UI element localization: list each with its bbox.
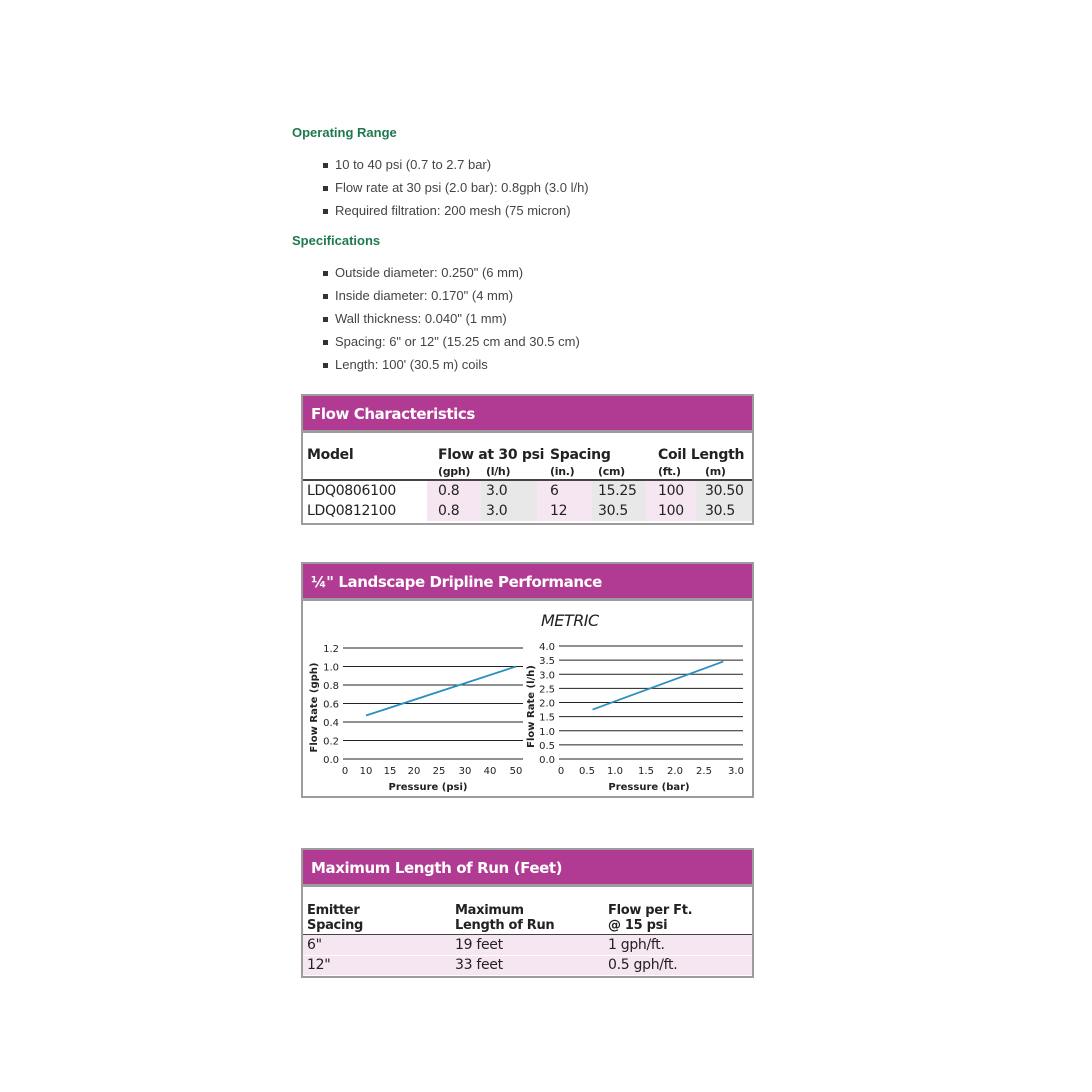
chart-lh-bar: [526, 642, 744, 793]
operating-range-list: [320, 153, 589, 222]
table-cell: 3.0: [486, 503, 508, 519]
header-spacing: Spacing: [550, 447, 611, 463]
specifications-heading: Specifications: [292, 233, 381, 248]
y-tick-label: 2.0: [539, 698, 555, 710]
x-tick-label: 0: [557, 766, 565, 777]
x-tick-label: 2.5: [696, 766, 712, 777]
table-cell: 1 gph/ft.: [608, 937, 665, 953]
specifications-list: [320, 261, 580, 376]
x-tick-label: 40: [483, 766, 497, 777]
y-tick-label: 0.5: [539, 740, 555, 752]
table-cell: 0.5 gph/ft.: [608, 957, 678, 973]
header-flow-per-ft: Flow per Ft. @ 15 psi: [608, 903, 693, 933]
table-cell: LDQ0806100: [307, 483, 396, 499]
y-tick-label: 0.8: [323, 681, 339, 692]
series-line: [366, 667, 516, 716]
table-cell: 30.5: [598, 503, 628, 519]
y-axis-label: Flow Rate (l/h): [526, 665, 537, 748]
table-cell: 0.8: [438, 503, 460, 519]
x-tick-label: 15: [383, 766, 397, 777]
y-tick-label: 3.5: [539, 656, 555, 668]
table-cell: 30.50: [705, 483, 744, 499]
header-emitter-spacing: Emitter Spacing: [307, 903, 364, 933]
x-tick-label: 10: [359, 766, 373, 777]
header-flow: Flow at 30 psi: [438, 447, 545, 463]
list-item: Flow rate at 30 psi (2.0 bar): 0.8gph (3.0 l/h): [320, 176, 589, 199]
performance-title: ¼" Landscape Dripline Performance: [303, 564, 752, 601]
x-axis-label: Pressure (psi): [388, 782, 468, 793]
table-cell: 6: [550, 483, 559, 499]
table-cell: 12: [550, 503, 568, 519]
table-cell: 6": [307, 937, 322, 953]
performance-charts: [303, 601, 752, 798]
y-tick-label: 1.0: [323, 662, 339, 674]
y-tick-label: 0.0: [539, 755, 555, 766]
x-tick-label: 0.5: [579, 766, 595, 777]
table-cell: 30.5: [705, 503, 735, 519]
y-tick-label: 1.0: [539, 726, 555, 738]
metric-label: METRIC: [541, 611, 599, 630]
table-cell: 12": [307, 957, 331, 973]
x-tick-label: 0: [341, 766, 349, 777]
unit-in: (in.): [550, 465, 575, 478]
x-tick-label: 1.5: [638, 766, 654, 777]
x-tick-label: 50: [509, 766, 523, 777]
list-item: 10 to 40 psi (0.7 to 2.7 bar): [320, 153, 589, 176]
list-item: Required filtration: 200 mesh (75 micron): [320, 199, 589, 222]
y-tick-label: 0.6: [323, 699, 339, 711]
header-model: Model: [307, 447, 354, 463]
table-cell: 33 feet: [455, 957, 503, 973]
flow-characteristics-panel: [301, 394, 754, 525]
header-max-length: Maximum Length of Run: [455, 903, 555, 933]
x-tick-label: 30: [458, 766, 472, 777]
y-tick-label: 3.0: [539, 670, 555, 682]
unit-lh: (l/h): [486, 465, 511, 478]
y-axis-label: Flow Rate (gph): [309, 662, 320, 753]
x-tick-label: 2.0: [667, 766, 683, 777]
table-cell: 0.8: [438, 483, 460, 499]
x-tick-label: 1.0: [607, 766, 623, 777]
chart-gph-psi: [309, 644, 523, 793]
x-tick-label: 20: [407, 766, 421, 777]
x-tick-label: 25: [432, 766, 446, 777]
y-tick-label: 2.5: [539, 684, 555, 696]
list-item: Spacing: 6" or 12" (15.25 cm and 30.5 cm): [320, 330, 580, 353]
table-cell: 19 feet: [455, 937, 503, 953]
unit-cm: (cm): [598, 465, 625, 478]
list-item: Wall thickness: 0.040" (1 mm): [320, 307, 580, 330]
max-run-panel: [301, 848, 754, 978]
operating-range-heading: Operating Range: [292, 125, 397, 140]
unit-ft: (ft.): [658, 465, 681, 478]
y-tick-label: 0.4: [323, 718, 339, 729]
header-coil-length: Coil Length: [658, 447, 745, 463]
y-tick-label: 1.5: [539, 712, 555, 724]
flow-characteristics-title: Flow Characteristics: [303, 396, 752, 433]
list-item: Inside diameter: 0.170" (4 mm): [320, 284, 580, 307]
x-tick-label: 3.0: [728, 766, 744, 777]
unit-gph: (gph): [438, 465, 471, 478]
y-tick-label: 1.2: [323, 644, 339, 655]
table-cell: 100: [658, 503, 684, 519]
x-axis-label: Pressure (bar): [608, 782, 690, 793]
list-item: Outside diameter: 0.250" (6 mm): [320, 261, 580, 284]
y-tick-label: 4.0: [539, 642, 555, 653]
max-run-title: Maximum Length of Run (Feet): [303, 850, 752, 887]
table-cell: 15.25: [598, 483, 637, 499]
unit-m: (m): [705, 465, 726, 478]
y-tick-label: 0.0: [323, 755, 339, 766]
list-item: Length: 100' (30.5 m) coils: [320, 353, 580, 376]
table-cell: 3.0: [486, 483, 508, 499]
performance-panel: [301, 562, 754, 798]
table-cell: 100: [658, 483, 684, 499]
table-cell: LDQ0812100: [307, 503, 396, 519]
y-tick-label: 0.2: [323, 736, 339, 748]
